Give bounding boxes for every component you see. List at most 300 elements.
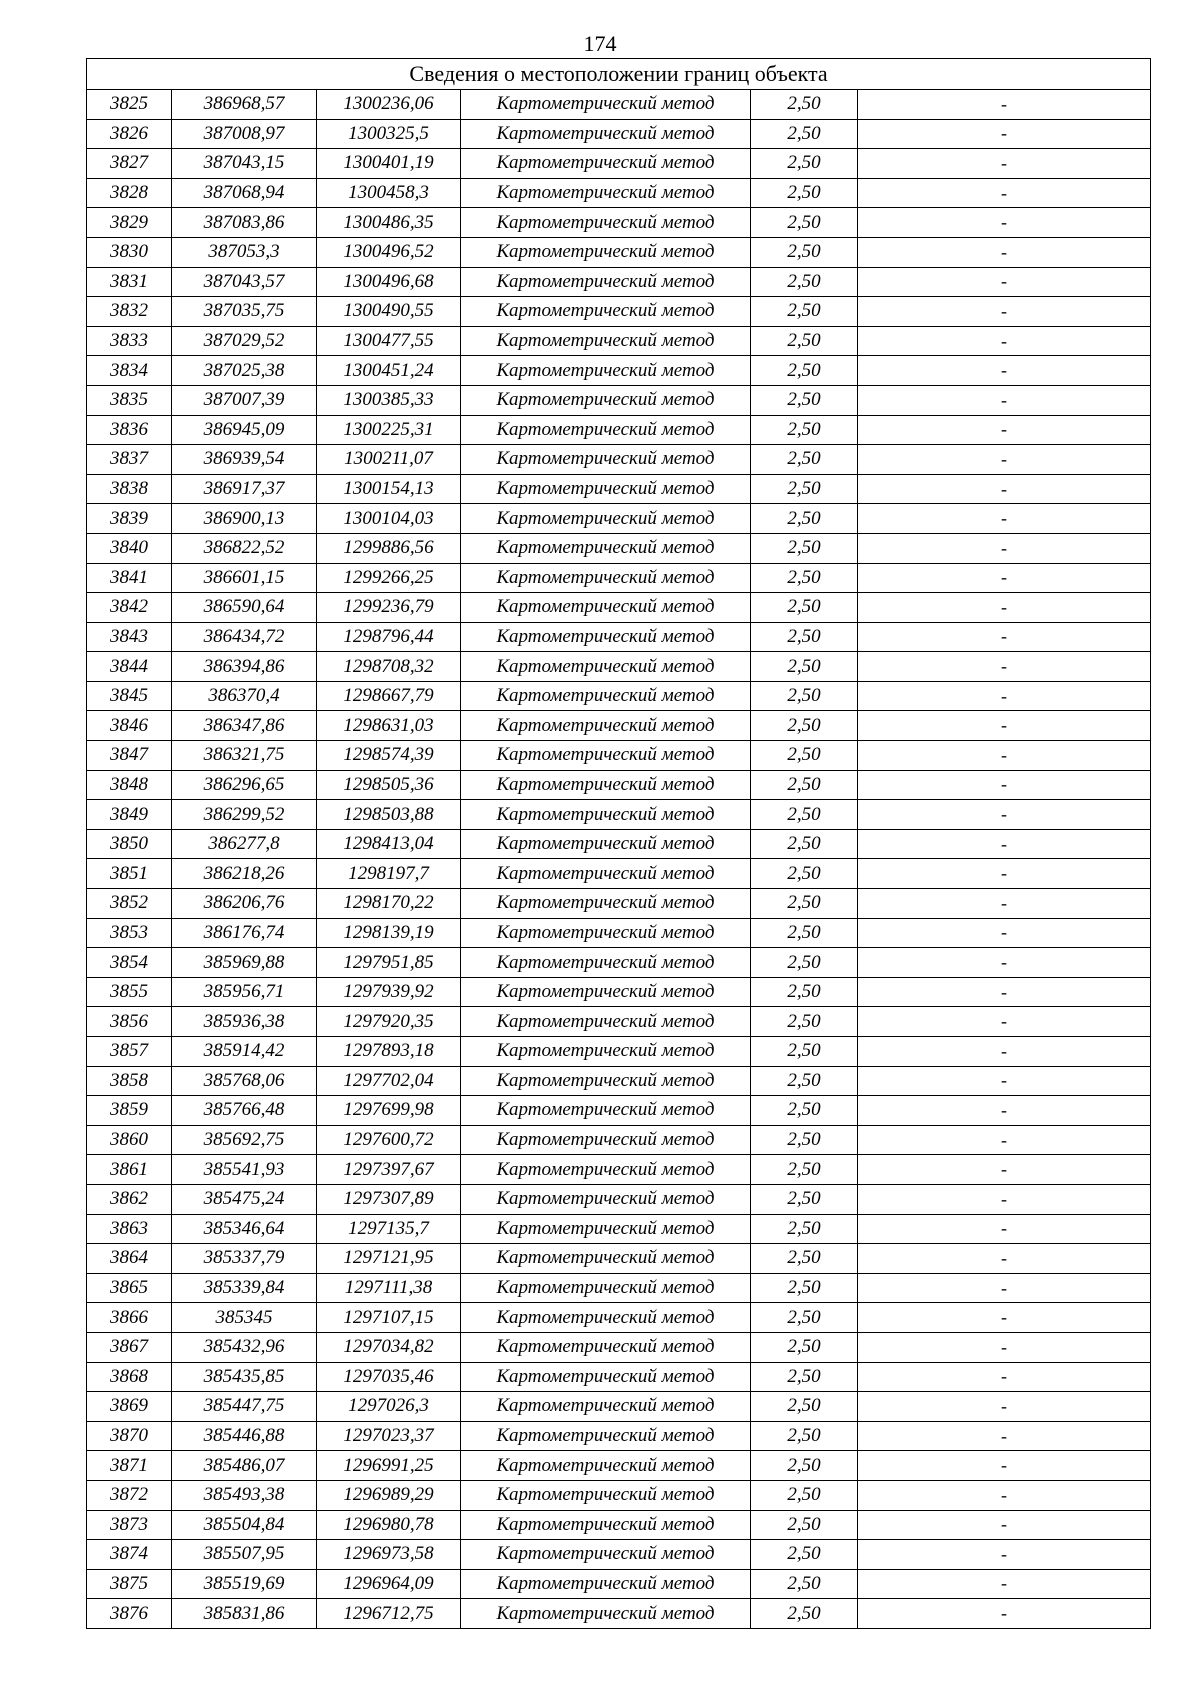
table-row [87,1451,1151,1481]
x-coordinate-cell: 386277,8 [172,829,317,859]
point-number-cell: 3863 [87,1214,172,1244]
table-row [87,297,1151,327]
method-cell: Картометрический метод [461,1037,751,1067]
description-cell: - [858,149,1151,179]
table-row [87,1125,1151,1155]
x-coordinate-cell: 385486,07 [172,1451,317,1481]
point-number-cell: 3827 [87,149,172,179]
method-cell: Картометрический метод [461,741,751,771]
table-row [87,652,1151,682]
point-number-cell: 3871 [87,1451,172,1481]
table-row [87,563,1151,593]
table-row [87,1510,1151,1540]
accuracy-cell: 2,50 [751,622,858,652]
point-number-cell: 3838 [87,474,172,504]
point-number-cell: 3848 [87,770,172,800]
x-coordinate-cell: 386299,52 [172,800,317,830]
table-row [87,504,1151,534]
description-cell: - [858,326,1151,356]
method-cell: Картометрический метод [461,1392,751,1422]
method-cell: Картометрический метод [461,149,751,179]
point-number-cell: 3828 [87,178,172,208]
x-coordinate-cell: 385446,88 [172,1421,317,1451]
point-number-cell: 3869 [87,1392,172,1422]
description-cell: - [858,889,1151,919]
x-coordinate-cell: 386590,64 [172,593,317,623]
accuracy-cell: 2,50 [751,385,858,415]
accuracy-cell: 2,50 [751,800,858,830]
description-cell: - [858,1332,1151,1362]
y-coordinate-cell: 1300451,24 [317,356,461,386]
table-row [87,681,1151,711]
description-cell: - [858,977,1151,1007]
accuracy-cell: 2,50 [751,267,858,297]
x-coordinate-cell: 386917,37 [172,474,317,504]
accuracy-cell: 2,50 [751,1155,858,1185]
method-cell: Картометрический метод [461,1184,751,1214]
x-coordinate-cell: 386822,52 [172,533,317,563]
description-cell: - [858,1303,1151,1333]
x-coordinate-cell: 386939,54 [172,445,317,475]
accuracy-cell: 2,50 [751,711,858,741]
y-coordinate-cell: 1297034,82 [317,1332,461,1362]
x-coordinate-cell: 385541,93 [172,1155,317,1185]
x-coordinate-cell: 386347,86 [172,711,317,741]
method-cell: Картометрический метод [461,770,751,800]
x-coordinate-cell: 387007,39 [172,385,317,415]
table-row [87,800,1151,830]
method-cell: Картометрический метод [461,356,751,386]
x-coordinate-cell: 385914,42 [172,1037,317,1067]
table-row [87,1303,1151,1333]
point-number-cell: 3836 [87,415,172,445]
y-coordinate-cell: 1296980,78 [317,1510,461,1540]
x-coordinate-cell: 386218,26 [172,859,317,889]
accuracy-cell: 2,50 [751,1303,858,1333]
table-row [87,1362,1151,1392]
point-number-cell: 3867 [87,1332,172,1362]
description-cell: - [858,593,1151,623]
point-number-cell: 3873 [87,1510,172,1540]
point-number-cell: 3858 [87,1066,172,1096]
x-coordinate-cell: 385969,88 [172,948,317,978]
accuracy-cell: 2,50 [751,1480,858,1510]
description-cell: - [858,563,1151,593]
y-coordinate-cell: 1297893,18 [317,1037,461,1067]
point-number-cell: 3833 [87,326,172,356]
x-coordinate-cell: 385936,38 [172,1007,317,1037]
y-coordinate-cell: 1297135,7 [317,1214,461,1244]
point-number-cell: 3875 [87,1569,172,1599]
description-cell: - [858,829,1151,859]
accuracy-cell: 2,50 [751,1037,858,1067]
point-number-cell: 3850 [87,829,172,859]
description-cell: - [858,356,1151,386]
description-cell: - [858,1362,1151,1392]
x-coordinate-cell: 387053,3 [172,237,317,267]
y-coordinate-cell: 1297699,98 [317,1096,461,1126]
table-row [87,1421,1151,1451]
point-number-cell: 3835 [87,385,172,415]
method-cell: Картометрический метод [461,533,751,563]
description-cell: - [858,1125,1151,1155]
method-cell: Картометрический метод [461,1155,751,1185]
method-cell: Картометрический метод [461,1569,751,1599]
accuracy-cell: 2,50 [751,415,858,445]
point-number-cell: 3851 [87,859,172,889]
description-cell: - [858,1569,1151,1599]
x-coordinate-cell: 386968,57 [172,90,317,120]
table-row [87,889,1151,919]
table-row [87,1066,1151,1096]
point-number-cell: 3852 [87,889,172,919]
method-cell: Картометрический метод [461,622,751,652]
accuracy-cell: 2,50 [751,593,858,623]
x-coordinate-cell: 386900,13 [172,504,317,534]
method-cell: Картометрический метод [461,237,751,267]
table-row [87,119,1151,149]
y-coordinate-cell: 1297307,89 [317,1184,461,1214]
method-cell: Картометрический метод [461,1066,751,1096]
accuracy-cell: 2,50 [751,178,858,208]
x-coordinate-cell: 386321,75 [172,741,317,771]
method-cell: Картометрический метод [461,119,751,149]
y-coordinate-cell: 1296964,09 [317,1569,461,1599]
description-cell: - [858,1155,1151,1185]
accuracy-cell: 2,50 [751,474,858,504]
point-number-cell: 3842 [87,593,172,623]
accuracy-cell: 2,50 [751,859,858,889]
y-coordinate-cell: 1297939,92 [317,977,461,1007]
method-cell: Картометрический метод [461,1599,751,1629]
table-row [87,622,1151,652]
description-cell: - [858,1540,1151,1570]
table-row [87,474,1151,504]
y-coordinate-cell: 1300104,03 [317,504,461,534]
method-cell: Картометрический метод [461,415,751,445]
y-coordinate-cell: 1296989,29 [317,1480,461,1510]
method-cell: Картометрический метод [461,889,751,919]
accuracy-cell: 2,50 [751,1273,858,1303]
accuracy-cell: 2,50 [751,533,858,563]
description-cell: - [858,1214,1151,1244]
method-cell: Картометрический метод [461,208,751,238]
table-row [87,1184,1151,1214]
y-coordinate-cell: 1300154,13 [317,474,461,504]
method-cell: Картометрический метод [461,1214,751,1244]
method-cell: Картометрический метод [461,1540,751,1570]
point-number-cell: 3837 [87,445,172,475]
x-coordinate-cell: 386176,74 [172,918,317,948]
point-number-cell: 3870 [87,1421,172,1451]
accuracy-cell: 2,50 [751,1125,858,1155]
table-row [87,1214,1151,1244]
method-cell: Картометрический метод [461,711,751,741]
description-cell: - [858,800,1151,830]
y-coordinate-cell: 1298503,88 [317,800,461,830]
point-number-cell: 3834 [87,356,172,386]
y-coordinate-cell: 1300496,68 [317,267,461,297]
accuracy-cell: 2,50 [751,681,858,711]
accuracy-cell: 2,50 [751,977,858,1007]
table-row [87,859,1151,889]
description-cell: - [858,1244,1151,1274]
x-coordinate-cell: 385956,71 [172,977,317,1007]
y-coordinate-cell: 1298505,36 [317,770,461,800]
method-cell: Картометрический метод [461,859,751,889]
point-number-cell: 3876 [87,1599,172,1629]
y-coordinate-cell: 1300486,35 [317,208,461,238]
description-cell: - [858,474,1151,504]
table-row [87,415,1151,445]
accuracy-cell: 2,50 [751,1096,858,1126]
accuracy-cell: 2,50 [751,1599,858,1629]
x-coordinate-cell: 385435,85 [172,1362,317,1392]
x-coordinate-cell: 385831,86 [172,1599,317,1629]
description-cell: - [858,918,1151,948]
method-cell: Картометрический метод [461,297,751,327]
point-number-cell: 3854 [87,948,172,978]
y-coordinate-cell: 1300401,19 [317,149,461,179]
table-row [87,1155,1151,1185]
point-number-cell: 3859 [87,1096,172,1126]
point-number-cell: 3860 [87,1125,172,1155]
description-cell: - [858,119,1151,149]
description-cell: - [858,1451,1151,1481]
description-cell: - [858,770,1151,800]
x-coordinate-cell: 385766,48 [172,1096,317,1126]
x-coordinate-cell: 387029,52 [172,326,317,356]
page-number: 174 [583,31,617,56]
x-coordinate-cell: 385493,38 [172,1480,317,1510]
accuracy-cell: 2,50 [751,652,858,682]
y-coordinate-cell: 1299236,79 [317,593,461,623]
accuracy-cell: 2,50 [751,1540,858,1570]
method-cell: Картометрический метод [461,918,751,948]
y-coordinate-cell: 1297920,35 [317,1007,461,1037]
table-row [87,1332,1151,1362]
y-coordinate-cell: 1298139,19 [317,918,461,948]
accuracy-cell: 2,50 [751,208,858,238]
description-cell: - [858,1392,1151,1422]
point-number-cell: 3845 [87,681,172,711]
y-coordinate-cell: 1297951,85 [317,948,461,978]
point-number-cell: 3861 [87,1155,172,1185]
description-cell: - [858,652,1151,682]
table-row [87,533,1151,563]
method-cell: Картометрический метод [461,267,751,297]
description-cell: - [858,385,1151,415]
y-coordinate-cell: 1297397,67 [317,1155,461,1185]
description-cell: - [858,237,1151,267]
point-number-cell: 3862 [87,1184,172,1214]
point-number-cell: 3874 [87,1540,172,1570]
method-cell: Картометрический метод [461,1007,751,1037]
x-coordinate-cell: 385768,06 [172,1066,317,1096]
x-coordinate-cell: 386206,76 [172,889,317,919]
accuracy-cell: 2,50 [751,445,858,475]
y-coordinate-cell: 1298631,03 [317,711,461,741]
method-cell: Картометрический метод [461,1332,751,1362]
y-coordinate-cell: 1300325,5 [317,119,461,149]
point-number-cell: 3825 [87,90,172,120]
table-row [87,770,1151,800]
description-cell: - [858,1007,1151,1037]
x-coordinate-cell: 385432,96 [172,1332,317,1362]
accuracy-cell: 2,50 [751,356,858,386]
method-cell: Картометрический метод [461,1125,751,1155]
accuracy-cell: 2,50 [751,770,858,800]
y-coordinate-cell: 1297111,38 [317,1273,461,1303]
y-coordinate-cell: 1297121,95 [317,1244,461,1274]
method-cell: Картометрический метод [461,474,751,504]
table-row [87,385,1151,415]
table-row [87,208,1151,238]
method-cell: Картометрический метод [461,1480,751,1510]
description-cell: - [858,859,1151,889]
method-cell: Картометрический метод [461,1451,751,1481]
x-coordinate-cell: 385507,95 [172,1540,317,1570]
table-row [87,178,1151,208]
method-cell: Картометрический метод [461,385,751,415]
y-coordinate-cell: 1300490,55 [317,297,461,327]
y-coordinate-cell: 1300458,3 [317,178,461,208]
x-coordinate-cell: 387043,15 [172,149,317,179]
table-row [87,90,1151,120]
description-cell: - [858,1066,1151,1096]
accuracy-cell: 2,50 [751,1066,858,1096]
accuracy-cell: 2,50 [751,119,858,149]
method-cell: Картометрический метод [461,1303,751,1333]
point-number-cell: 3856 [87,1007,172,1037]
y-coordinate-cell: 1298708,32 [317,652,461,682]
y-coordinate-cell: 1297035,46 [317,1362,461,1392]
method-cell: Картометрический метод [461,178,751,208]
accuracy-cell: 2,50 [751,297,858,327]
description-cell: - [858,297,1151,327]
y-coordinate-cell: 1300211,07 [317,445,461,475]
x-coordinate-cell: 385519,69 [172,1569,317,1599]
method-cell: Картометрический метод [461,563,751,593]
table-row [87,741,1151,771]
accuracy-cell: 2,50 [751,1451,858,1481]
point-number-cell: 3839 [87,504,172,534]
y-coordinate-cell: 1297600,72 [317,1125,461,1155]
description-cell: - [858,533,1151,563]
accuracy-cell: 2,50 [751,1569,858,1599]
table-row [87,1096,1151,1126]
y-coordinate-cell: 1298197,7 [317,859,461,889]
description-cell: - [858,90,1151,120]
description-cell: - [858,1096,1151,1126]
method-cell: Картометрический метод [461,800,751,830]
x-coordinate-cell: 385475,24 [172,1184,317,1214]
method-cell: Картометрический метод [461,1244,751,1274]
x-coordinate-cell: 387025,38 [172,356,317,386]
table-row [87,1569,1151,1599]
method-cell: Картометрический метод [461,948,751,978]
method-cell: Картометрический метод [461,90,751,120]
y-coordinate-cell: 1298667,79 [317,681,461,711]
method-cell: Картометрический метод [461,1096,751,1126]
accuracy-cell: 2,50 [751,90,858,120]
table-row [87,593,1151,623]
description-cell: - [858,1480,1151,1510]
point-number-cell: 3831 [87,267,172,297]
table-row [87,356,1151,386]
point-number-cell: 3844 [87,652,172,682]
table-row [87,445,1151,475]
y-coordinate-cell: 1296973,58 [317,1540,461,1570]
y-coordinate-cell: 1300385,33 [317,385,461,415]
accuracy-cell: 2,50 [751,918,858,948]
point-number-cell: 3829 [87,208,172,238]
x-coordinate-cell: 386370,4 [172,681,317,711]
x-coordinate-cell: 386434,72 [172,622,317,652]
y-coordinate-cell: 1300477,55 [317,326,461,356]
x-coordinate-cell: 385337,79 [172,1244,317,1274]
y-coordinate-cell: 1300496,52 [317,237,461,267]
method-cell: Картометрический метод [461,445,751,475]
y-coordinate-cell: 1298170,22 [317,889,461,919]
description-cell: - [858,1184,1151,1214]
description-cell: - [858,1273,1151,1303]
x-coordinate-cell: 387068,94 [172,178,317,208]
boundary-coordinates-table [86,58,1151,1629]
table-row [87,149,1151,179]
accuracy-cell: 2,50 [751,1332,858,1362]
point-number-cell: 3849 [87,800,172,830]
accuracy-cell: 2,50 [751,563,858,593]
method-cell: Картометрический метод [461,504,751,534]
table-row [87,1037,1151,1067]
table-title-row [87,59,1151,90]
accuracy-cell: 2,50 [751,326,858,356]
point-number-cell: 3857 [87,1037,172,1067]
table-row [87,711,1151,741]
method-cell: Картометрический метод [461,829,751,859]
x-coordinate-cell: 387008,97 [172,119,317,149]
table-row [87,977,1151,1007]
table-body [87,90,1151,1629]
point-number-cell: 3847 [87,741,172,771]
description-cell: - [858,415,1151,445]
accuracy-cell: 2,50 [751,1007,858,1037]
point-number-cell: 3855 [87,977,172,1007]
y-coordinate-cell: 1297026,3 [317,1392,461,1422]
point-number-cell: 3868 [87,1362,172,1392]
x-coordinate-cell: 385345 [172,1303,317,1333]
y-coordinate-cell: 1297107,15 [317,1303,461,1333]
x-coordinate-cell: 386394,86 [172,652,317,682]
point-number-cell: 3866 [87,1303,172,1333]
method-cell: Картометрический метод [461,593,751,623]
point-number-cell: 3843 [87,622,172,652]
description-cell: - [858,178,1151,208]
x-coordinate-cell: 387043,57 [172,267,317,297]
table-row [87,1244,1151,1274]
point-number-cell: 3840 [87,533,172,563]
accuracy-cell: 2,50 [751,149,858,179]
description-cell: - [858,208,1151,238]
y-coordinate-cell: 1298796,44 [317,622,461,652]
accuracy-cell: 2,50 [751,1184,858,1214]
x-coordinate-cell: 386296,65 [172,770,317,800]
y-coordinate-cell: 1296991,25 [317,1451,461,1481]
method-cell: Картометрический метод [461,326,751,356]
method-cell: Картометрический метод [461,681,751,711]
table-row [87,1599,1151,1629]
